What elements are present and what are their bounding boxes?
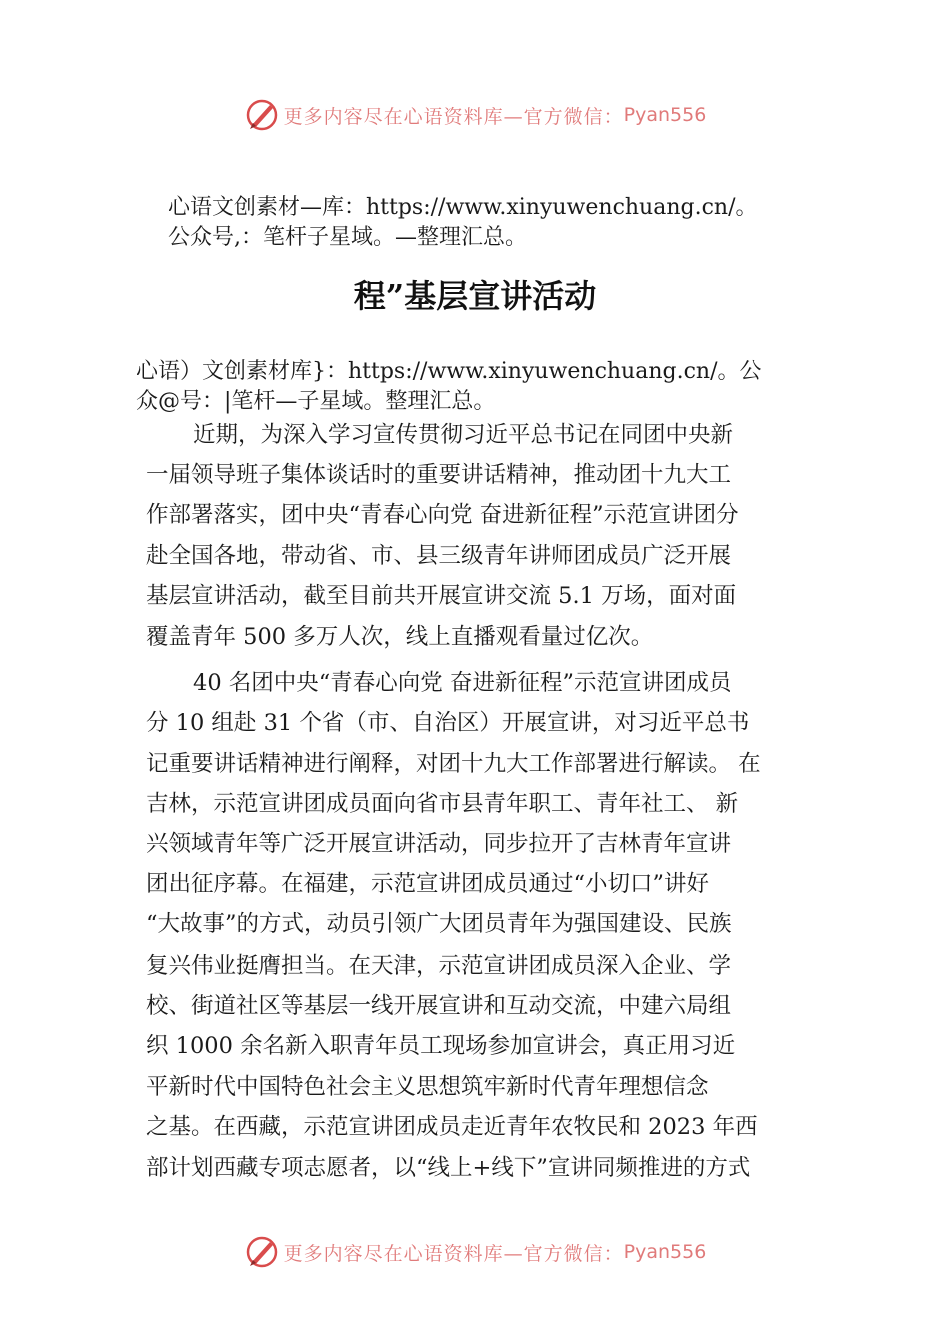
banner-contact: Pyan556 [623,1241,707,1263]
banner-text: 更多内容尽在心语资料库—官方微信： [283,1242,624,1265]
pen-logo-icon [244,1234,280,1270]
paragraph-line: 40 名团中央“青春心向党 奋进新征程”示范宣讲团成员 [193,670,732,696]
paragraph-line: 记重要讲话精神进行阐释，对团十九大工作部署进行解读。 在 [146,751,761,777]
paragraph-line: 校、街道社区等基层一线开展宣讲和互动交流，中建六局组 [146,993,732,1019]
paragraph-line: 之基。在西藏，示范宣讲团成员走近青年农牧民和 2023 年西 [146,1114,758,1140]
paragraph-line: 复兴伟业挺膺担当。在天津，示范宣讲团成员深入企业、学 [146,953,732,979]
watermark-line: 公众号,：笔杆子星域。—整理汇总。 [168,225,527,250]
watermark-line: 心语）文创素材库}：https://www.xinyuwenchuang.cn/。公 [136,359,762,384]
paragraph-line: 平新时代中国特色社会主义思想筑牢新时代青年理想信念 [146,1074,709,1100]
paragraph-line: 一届领导班子集体谈话时的重要讲话精神，推动团十九大工 [146,462,732,488]
pen-logo-icon [244,97,280,133]
header-banner [0,95,950,135]
page-title: 程”基层宣讲活动 [353,277,597,315]
paragraph-line: 团出征序幕。在福建，示范宣讲团成员通过“小切口”讲好 [146,871,710,897]
paragraph-line: 赴全国各地，带动省、市、县三级青年讲师团成员广泛开展 [146,543,732,569]
paragraph-line: “大故事”的方式，动员引领广大团员青年为强国建设、民族 [146,911,732,937]
paragraph-line: 兴领域青年等广泛开展宣讲活动，同步拉开了吉林青年宣讲 [146,831,732,857]
paragraph-line: 覆盖青年 500 多万人次，线上直播观看量过亿次。 [146,624,654,650]
watermark-line: 众@号：|笔杆—子星域。整理汇总。 [136,389,496,414]
paragraph-line: 近期，为深入学习宣传贯彻习近平总书记在同团中央新 [193,422,734,448]
banner-contact: Pyan556 [623,104,707,126]
watermark-line: 心语文创素材—库：https://www.xinyuwenchuang.cn/。 [168,195,758,220]
footer-banner [0,1232,950,1272]
paragraph-line: 吉林，示范宣讲团成员面向省市县青年职工、青年社工、 新 [146,791,739,817]
paragraph-line: 部计划西藏专项志愿者，以“线上+线下”宣讲同频推进的方式 [146,1155,751,1181]
paragraph-line: 织 1000 余名新入职青年员工现场参加宣讲会，真正用习近 [146,1033,736,1059]
paragraph-line: 分 10 组赴 31 个省（市、自治区）开展宣讲，对习近平总书 [146,710,750,736]
paragraph-line: 基层宣讲活动，截至目前共开展宣讲交流 5.1 万场，面对面 [146,583,737,609]
banner-text: 更多内容尽在心语资料库—官方微信： [283,105,624,128]
paragraph-line: 作部署落实，团中央“青春心向党 奋进新征程”示范宣讲团分 [146,502,739,528]
